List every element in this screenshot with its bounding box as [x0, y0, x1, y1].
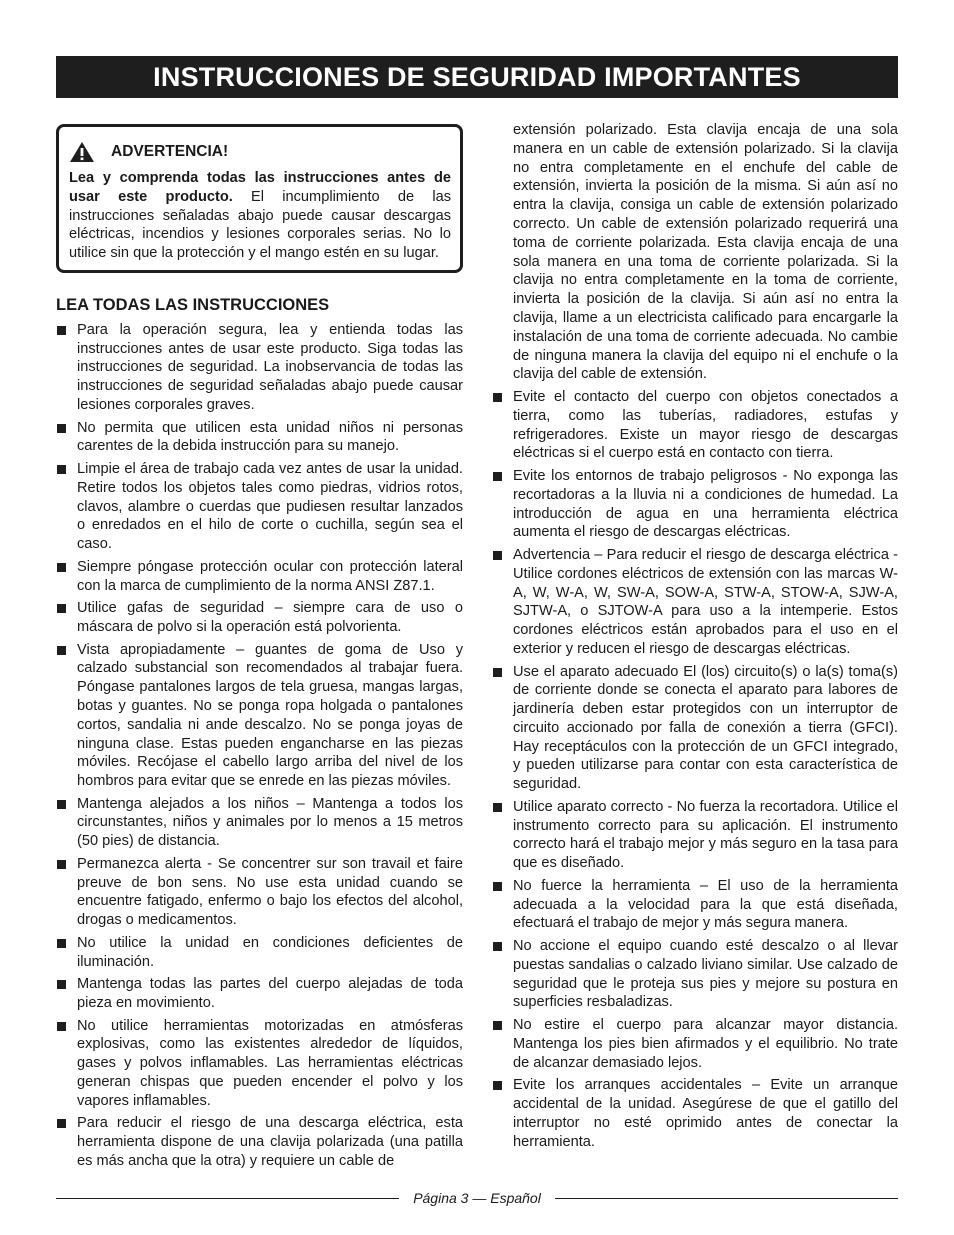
- bullet-square-icon: [57, 604, 66, 613]
- list-item-text: Para la operación segura, lea y entienda todas las instrucciones antes de usar este producto. Siga todas las instrucciones de seguridad. La inobservancia de todas las instrucciones de seguridad señaladas abajo puede causar lesiones corporales graves.: [77, 321, 463, 413]
- bullet-square-icon: [493, 1081, 502, 1090]
- left-bullet-list: [56, 321, 463, 1171]
- list-item-text: No permita que utilicen esta unidad niños ni personas carentes de la debida instrucción para su manejo.: [77, 419, 463, 455]
- right-bullet-list: [492, 388, 898, 1151]
- bullet-square-icon: [57, 563, 66, 572]
- list-item: [492, 546, 898, 659]
- list-item: [56, 419, 463, 457]
- bullet-square-icon: [493, 1021, 502, 1030]
- bullet-square-icon: [57, 1022, 66, 1031]
- list-item-text: No utilice herramientas motorizadas en atmósferas explosivas, como las existentes alrededor de líquidos, gases y polvos inflamables. Las herramientas eléctricas generan chispas que pueden encender el polvo y los vapores inflamables.: [77, 1017, 463, 1109]
- bullet-square-icon: [57, 1119, 66, 1128]
- bullet-square-icon: [57, 465, 66, 474]
- list-item: [56, 460, 463, 554]
- list-item: [56, 321, 463, 415]
- bullet-square-icon: [57, 980, 66, 989]
- warning-title: ADVERTENCIA!: [111, 142, 229, 160]
- warning-box: [56, 124, 463, 273]
- bullet-square-icon: [57, 939, 66, 948]
- list-item-text: No fuerce la herramienta – El uso de la herramienta adecuada a la velocidad para la que está diseñada, efectuará el trabajo de mejor y más segura manera.: [513, 877, 898, 932]
- list-item: [492, 388, 898, 463]
- section-heading: LEA TODAS LAS INSTRUCCIONES: [56, 295, 330, 314]
- header-bar: [56, 56, 898, 98]
- bullet-square-icon: [57, 646, 66, 655]
- warning-text: [69, 169, 451, 263]
- list-item: [56, 1114, 463, 1170]
- bullet-square-icon: [493, 668, 502, 677]
- left-column: [56, 124, 463, 1175]
- bullet-square-icon: [493, 393, 502, 402]
- list-item: [492, 1076, 898, 1151]
- list-item: [56, 558, 463, 596]
- list-item-text: Mantenga alejados a los niños – Mantenga a todos los circunstantes, niños y animales por lo menos a 15 metros (50 pies) de distancia.: [77, 795, 463, 850]
- bullet-square-icon: [493, 551, 502, 560]
- bullet-square-icon: [57, 800, 66, 809]
- list-item: [492, 877, 898, 933]
- page-number: Página 3 — Español: [413, 1190, 541, 1206]
- list-item-text: Limpie el área de trabajo cada vez antes de usar la unidad. Retire todos los objetos tales como piedras, vidrios rotos, clavos, alambre o cuerdas que pudiesen resultar lanzados o enredados en el hilo de corte o cuchilla, según sea el caso.: [77, 460, 463, 553]
- list-item-text: Vista apropiadamente – guantes de goma de Uso y calzado substancial son recomendados al trabajar fuera. Póngase pantalones largos de tela gruesa, mangas largas, botas y guantes. No se ponga ropa holgada o pantalones cortos, sandalia ni ande descalzo. No se ponga joyas de ninguna clase. Estas pueden engancharse en las piezas móviles. Recójase el cabello largo arriba del nivel de los hombros para evitar que se enrede en las piezas móviles.: [77, 641, 463, 790]
- list-item: [56, 975, 463, 1013]
- list-item-text: Mantenga todas las partes del cuerpo alejadas de toda pieza en movimiento.: [77, 976, 463, 1012]
- bullet-square-icon: [493, 472, 502, 481]
- warning-body-text: El incumplimiento de las instrucciones señaladas abajo puede causar descargas eléctricas, incendios y lesiones corporales serias. No lo utilice sin que la protección y el mango estén en su lugar.: [69, 188, 451, 262]
- list-item: [492, 663, 898, 795]
- list-item: [492, 467, 898, 542]
- list-item: [56, 599, 463, 637]
- list-item-text: Evite los arranques accidentales – Evite un arranque accidental de la unidad. Asegúrese de que el gatillo del interruptor no esté oprimido antes de conectar la herramienta.: [513, 1077, 898, 1150]
- list-item-text: Use el aparato adecuado El (los) circuito(s) o la(s) toma(s) de corriente donde se conecta el aparato para labores de jardinería deben estar protegidos con un interruptor de circuito accionado por falla de conexión a tierra (GFCI). Hay receptáculos con la protección de un GFCI integrado, y pueden utilizarse para contar con esta característica de seguridad.: [513, 663, 898, 793]
- footer: [56, 1188, 898, 1208]
- bullet-square-icon: [57, 860, 66, 869]
- list-item-text: Para reducir el riesgo de una descarga eléctrica, esta herramienta dispone de una clavija polarizada (una patilla es más ancha que la otra) y requiere un cable de: [77, 1115, 463, 1170]
- list-item: [492, 937, 898, 1012]
- list-item: [56, 934, 463, 972]
- warning-header: [69, 141, 451, 163]
- list-item-text: Siempre póngase protección ocular con protección lateral con la marca de cumplimiento de la norma ANSI Z87.1.: [77, 558, 463, 594]
- warning-triangle-icon: [69, 141, 95, 163]
- list-item: [492, 798, 898, 873]
- bullet-square-icon: [57, 326, 66, 335]
- list-item-text: Evite los entornos de trabajo peligrosos - No exponga las recortadoras a la lluvia ni a condiciones de humedad. La introducción de agua en una herramienta eléctrica aumenta el riesgo de descargas eléctricas.: [513, 467, 898, 541]
- list-item-text: No utilice la unidad en condiciones deficientes de iluminación.: [77, 934, 463, 970]
- list-item-text: No estire el cuerpo para alcanzar mayor distancia. Mantenga los pies bien afirmados y el equilibrio. No trate de alcanzar demasiado lejos.: [513, 1017, 898, 1071]
- warning-bold-text: Lea y comprenda todas las instrucciones antes de usar este producto.: [69, 170, 451, 205]
- footer-rule-right: [555, 1198, 898, 1199]
- list-item: [56, 641, 463, 791]
- list-item-text: Utilice aparato correcto - No fuerza la recortadora. Utilice el instrumento correcto para su aplicación. El instrumento correcto hará el trabajo mejor y más seguro en la tasa para que es diseñado.: [513, 798, 898, 872]
- list-item-text: Evite el contacto del cuerpo con objetos conectados a tierra, como las tuberías, radiadores, estufas y refrigeradores. Existe un mayor riesgo de descargas eléctricas si el cuerpo está en contacto con tierra.: [513, 388, 898, 462]
- list-item: [56, 855, 463, 930]
- right-column: [492, 121, 898, 1155]
- bullet-square-icon: [493, 882, 502, 891]
- list-item: [492, 1016, 898, 1072]
- bullet-square-icon: [493, 942, 502, 951]
- page-title: INSTRUCCIONES DE SEGURIDAD IMPORTANTES: [153, 61, 801, 92]
- list-item-text: Permanezca alerta - Se concentrer sur son travail et faire preuve de bon sens. No use esta unidad cuando se encuentre fatigado, enfermo o bajo los efectos del alcohol, drogas o medicamentos.: [77, 855, 463, 929]
- footer-rule-left: [56, 1198, 399, 1199]
- list-item: [56, 1017, 463, 1111]
- continued-paragraph: extensión polarizado. Esta clavija encaja de una sola manera en un cable de extensión polarizado. Si la clavija no entra completamente en el enchufe del cable de extensión, invierta la posición de la misma. Si aún así no entra la clavija, consiga un cable de extensión polarizado correcto. Un cable de extensión polarizado requerirá una toma de corriente polarizada. Esta clavija encaja de una sola manera en una toma de corriente polarizada. Si la clavija no entra completamente en la toma de corriente, invierta la posición de la clavija. Si aún así no entra la clavija, llame a un electricista calificado para encargarle la instalación de una toma de corriente adecuada. No cambie de ninguna manera la clavija del equipo ni el enchufe o la clavija del cable de extensión.: [513, 122, 898, 383]
- bullet-square-icon: [57, 424, 66, 433]
- list-item-text: Advertencia – Para reducir el riesgo de descarga eléctrica - Utilice cordones eléctricos de extensión con las marcas W-A, W, W-A, W, SW-A, SOW-A, STW-A, STOW-A, SJW-A, SJTW-A, o SJTOW-A para uso a la intemperie. Estos cordones eléctricos están aprobados para el uso en el exterior y reducen el riesgo de descargas eléctricas.: [513, 546, 898, 657]
- list-item-text: No accione el equipo cuando esté descalzo o al llevar puestas sandalias o calzado liviano similar. Use calzado de seguridad que le proteja sus pies y mejore su postura en superficies resbaladizas.: [513, 938, 898, 1011]
- list-item: [56, 795, 463, 851]
- list-item-text: Utilice gafas de seguridad – siempre cara de uso o máscara de polvo si la operación está polvorienta.: [77, 600, 463, 635]
- bullet-square-icon: [493, 803, 502, 812]
